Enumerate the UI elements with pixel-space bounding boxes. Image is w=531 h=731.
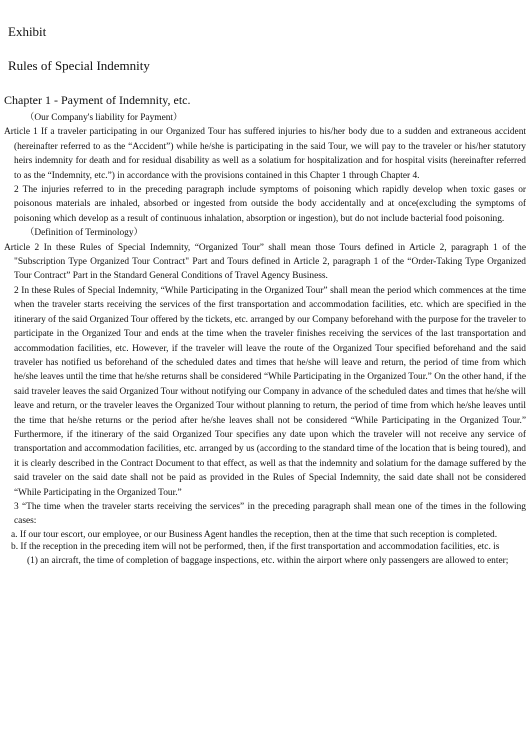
article-2-paragraph-1: Article 2 In these Rules of Special Indemnity, “Organized Tour” shall mean those Tours defined in Article 2, paragraph 1 of the "Subscription Type Organized Tour Contract" Part and Tours defined in Article 2, paragraph 1 of the “Order-Taking Type Organized Tour Contract” Part in the Standard General Conditions of Travel Agency Business. — [4, 242, 526, 282]
chapter-heading: Chapter 1 - Payment of Indemnity, etc. — [4, 93, 191, 107]
list-item-b-1: (1) an aircraft, the time of completion of baggage inspections, etc. within the airport where only passengers are allowed to enter; — [27, 555, 509, 566]
list-item-a: a. If our tour escort, our employee, or our Business Agent handles the reception, then at the time that such reception is completed. — [11, 529, 498, 540]
article-2-caption: （Definition of Terminology） — [25, 228, 143, 239]
article-2-paragraph-3: 3 “The time when the traveler starts receiving the services” in the preceding paragraph shall mean one of the times in the following cases: — [14, 501, 526, 527]
article-1-caption: （Our Company's liability for Payment） — [25, 113, 183, 123]
article-1-paragraph-2: 2 The injuries referred to in the preceding paragraph include symptoms of poisoning which rapidly develop when toxic gases or poisonous materials are inhaled, absorbed or ingested from outside the body accidentally and at once(excluding the symptoms of poisoning which develop as a result of continuous inhalation, absorption or ingestion), but do not include bacterial food poisoning. — [14, 185, 526, 224]
document-title: Rules of Special Indemnity — [8, 58, 150, 73]
article-2-paragraph-2: 2 In these Rules of Special Indemnity, “While Participating in the Organized Tour” shall mean the period which commences at the time when the traveler starts receiving the services of the first transportation and accommodation facilities, etc. which are specified in the itinerary of the said Organized Tour offered by the tickets, etc. arranged by our Company beforehand with the purpose for the traveler to participate in the Organized Tour and ends at the time when the traveler finishes receiving the services of the last transportation and accommodation facilities, etc. However, if the traveler will leave the route of the Organized Tour specified beforehand and the said traveler has notified us beforehand of the scheduled dates and times that he/she will leave and return, the period of time from which he/she leaves until the time that he/she returns shall be considered “While Participating in the Organized Tour.” On the other hand, if the said traveler leaves the said Organized Tour without notifying our Company in advance of the scheduled dates and times that he/she will leave and return, or the traveler leaves the Organized Tour without planning to return, the period of time from which he/she leaves until the time that he/she returns or the period after he/she leaves shall not be considered “While Participating in the Organized Tour.” Furthermore, if the itinerary of the said Organized Tour specifies any date upon which the traveler will not receive any service of transportation and accommodation facilities, etc. arranged by us (according to the standard time of the location that is being toured), and it is clearly described in the Contract Document to that effect, as well as that the indemnity and solatium for the damage suffered by the said traveler on the said date shall not be paid as provided in the Rules of Special Indemnity, the said date shall not be considered “While Participating in the Organized Tour.” — [14, 285, 526, 498]
list-item-b: b. If the reception in the preceding item will not be performed, then, if the first transportation and accommodation facilities, etc. is — [11, 542, 500, 553]
chapter-1-section — [4, 93, 526, 568]
article-1-paragraph-1: Article 1 If a traveler participating in our Organized Tour has suffered injuries to his/her body due to a sudden and extraneous accident (hereinafter referred to as the “Accident”) while he/she is participating in the said Tour, we will pay to the traveler or his/her statutory heirs indemnity for death and for residual disability as well as a solatium for hospitalization and for hospital visits (hereinafter referred to as the “Indemnity, etc.”) in accordance with the provisions contained in this Chapter 1 through Chapter 4. — [4, 127, 526, 181]
exhibit-label: Exhibit — [8, 24, 47, 39]
